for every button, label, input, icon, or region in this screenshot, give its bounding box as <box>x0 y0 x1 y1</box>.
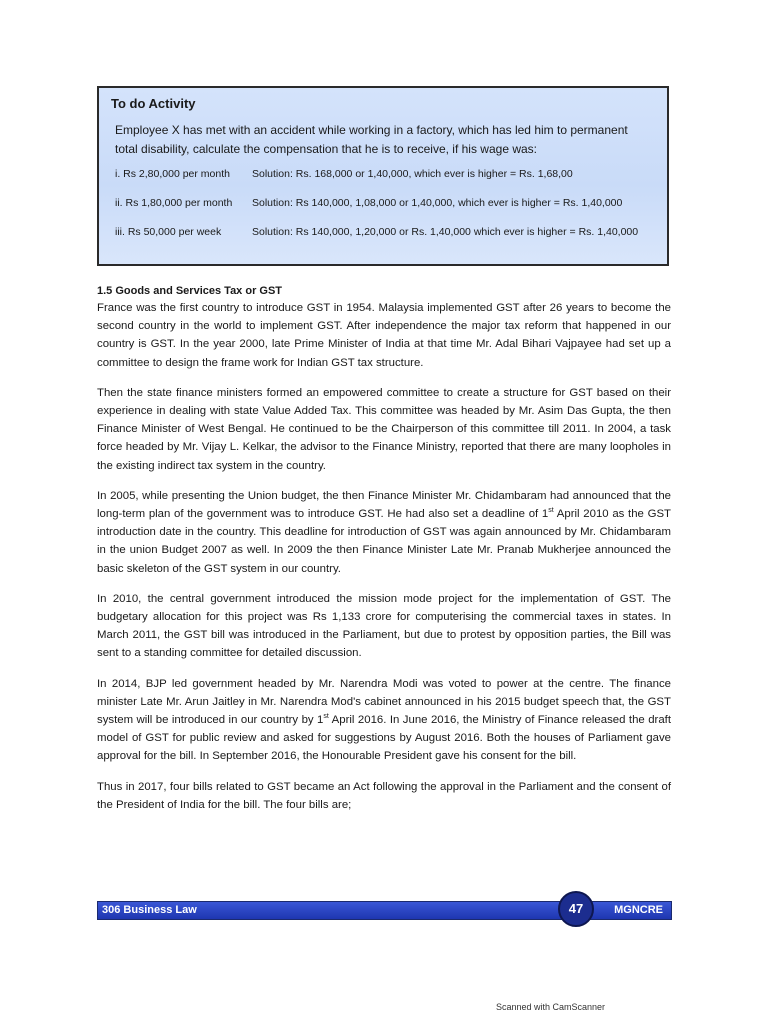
activity-row-2 <box>115 196 655 225</box>
paragraph-5 <box>97 675 671 766</box>
page-number-badge: 47 <box>558 891 594 927</box>
publisher-name: MGNCRE <box>614 904 663 916</box>
paragraph-4: In 2010, the central government introduced the mission mode project for the implementation of GST. The budgetary allocation for this project was Rs 1,133 crore for computerising the commercial taxes in states. In March 2011, the GST bill was introduced in the Parliament, but due to protest by opposition parties, the Bill was sent to a standing committee for detailed discussion. <box>97 592 671 660</box>
activity-intro: Employee X has met with an accident while working in a factory, which has led him to permanent total disability, calculate the compensation that he is to receive, if his wage was: <box>115 123 628 156</box>
ordinal-suffix: st <box>548 507 554 515</box>
paragraph-6: Thus in 2017, four bills related to GST became an Act following the approval in the Parliament and the consent of the President of India for the bill. The four bills are; <box>97 780 671 811</box>
paragraph-3 <box>97 487 671 578</box>
section-title: 1.5 Goods and Services Tax or GST <box>97 285 283 297</box>
activity-solution: Solution: Rs 140,000, 1,08,000 or 1,40,000, which ever is higher = Rs. 1,40,000 <box>252 197 623 209</box>
activity-title: To do Activity <box>111 96 196 111</box>
activity-row-1 <box>115 167 655 196</box>
activity-question: iii. Rs 50,000 per week <box>115 226 222 238</box>
ordinal-suffix: st <box>323 713 329 721</box>
paragraph-3-text-a: In 2005, while presenting the Union budget, the then Finance Minister Mr. Chidambaram had announced that the long-term plan of the government was to introduce GST. He had also set a deadline of 1 <box>97 489 671 521</box>
activity-solution: Solution: Rs 140,000, 1,20,000 or Rs. 1,40,000 which ever is higher = Rs. 1,40,000 <box>252 226 639 238</box>
paragraph-3-text-b: April 2010 as the GST introduction date in the country. This deadline for introduction of GST was again announced by Mr. Chidambaram in the union Budget 2007 as well. In 2009 the then Finance Minister Late Mr. Pranab Mukherjee announced the basic skeleton of the GST system in our country. <box>97 508 672 575</box>
paragraph-5-text-b: April 2016. In June 2016, the Ministry of Finance released the draft model of GST for public review and asked for suggestions by August 2016. Both the houses of Parliament gave approval for the bill. In September 2016, the Honourable President gave his consent for the bill. <box>97 714 671 763</box>
activity-question: ii. Rs 1,80,000 per month <box>115 197 233 209</box>
activity-question: i. Rs 2,80,000 per month <box>115 168 230 180</box>
course-name: 306 Business Law <box>102 904 197 916</box>
activity-solution: Solution: Rs. 168,000 or 1,40,000, which ever is higher = Rs. 1,68,00 <box>252 168 573 180</box>
scan-watermark: Scanned with CamScanner <box>496 1002 606 1012</box>
paragraph-5-text-a: In 2014, BJP led government headed by Mr. Narendra Modi was voted to power at the centre. The finance minister Late Mr. Arun Jaitley in Mr. Narendra Mod's cabinet announced in his 2015 budget speech that, the GST system will be introduced in our country by 1 <box>97 677 671 727</box>
main-content <box>97 285 671 826</box>
activity-row-3 <box>115 225 655 254</box>
paragraph-1: France was the first country to introduce GST in 1954. Malaysia implemented GST after 26 years to become the second country in the world to implement GST. After independence the major tax reform that happened in our country is GST. In the year 2000, late Prime Minister of India at that time Mr. Adal Bihari Vajpayee had set up a committee to design the frame work for Indian GST tax structure. <box>97 302 671 369</box>
paragraph-2: Then the state finance ministers formed an empowered committee to create a structure for GST based on their experience in dealing with state Value Added Tax. This committee was headed by Mr. Asim Das Gupta, the then Finance Minister of West Bengal. He continued to be the Chairperson of this committee till 2011. In 2004, a task force headed by Mr. Vijay L. Kelkar, the advisor to the Finance Ministry, reported that there are many loopholes in the existing indirect tax system in the country. <box>97 386 671 472</box>
activity-box <box>97 86 669 266</box>
